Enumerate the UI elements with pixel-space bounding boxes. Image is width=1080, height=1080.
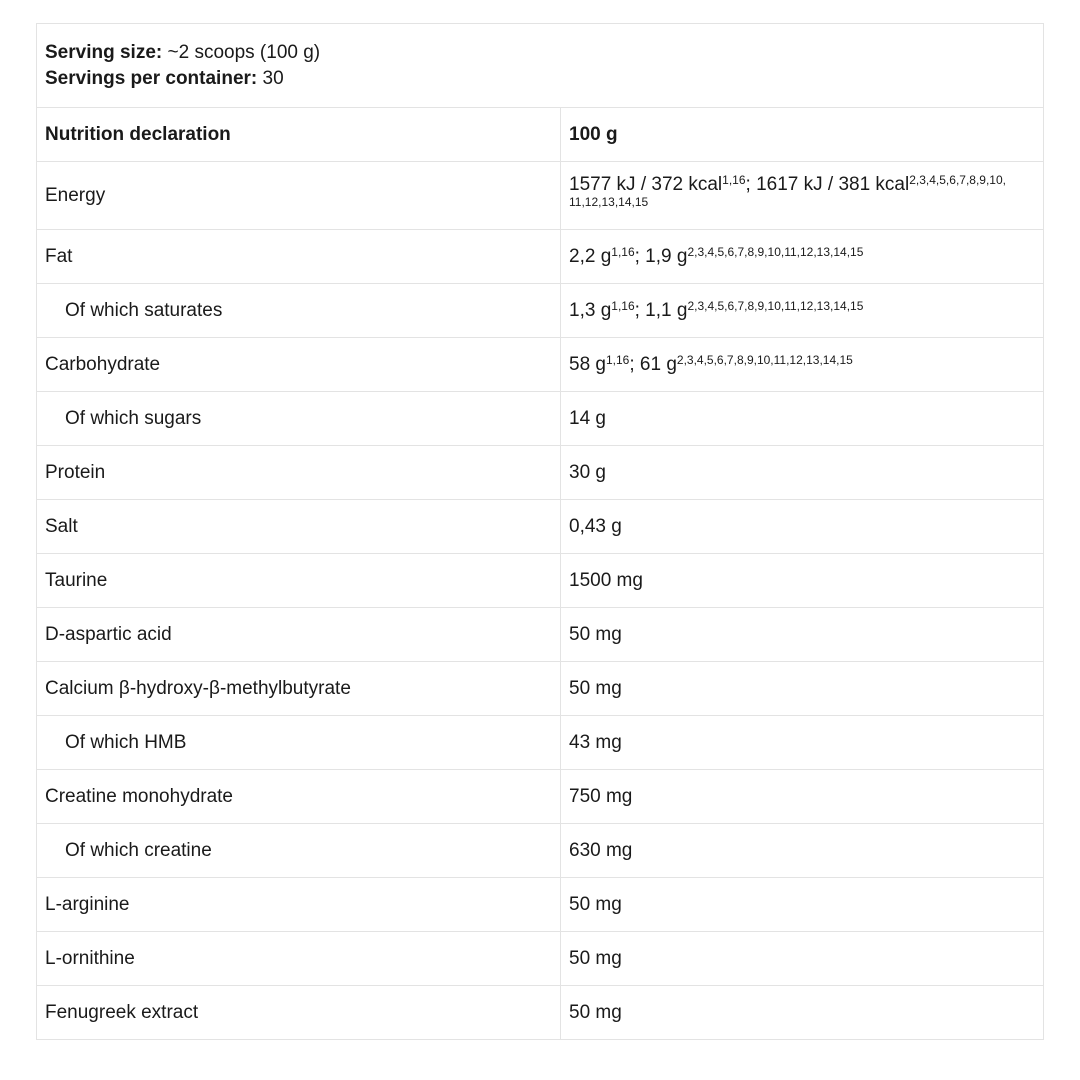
nutrient-label: Carbohydrate xyxy=(37,338,561,392)
table-row xyxy=(37,608,1044,662)
nutrient-label: L-arginine xyxy=(37,878,561,932)
table-row xyxy=(37,338,1044,392)
nutrient-label: Of which HMB xyxy=(37,716,561,770)
table-row xyxy=(37,284,1044,338)
table-header-row xyxy=(37,108,1044,162)
footnote-reference: 1,16 xyxy=(611,244,635,259)
nutrient-label: Of which sugars xyxy=(37,392,561,446)
nutrient-value: 14 g xyxy=(561,392,1044,446)
serving-info-cell xyxy=(37,24,1044,108)
value-text: ; 1,1 g xyxy=(634,299,688,321)
nutrient-value: 1500 mg xyxy=(561,554,1044,608)
value-text: 1577 kJ / 372 kcal xyxy=(569,173,723,195)
nutrition-table xyxy=(36,23,1044,1040)
nutrient-label: Taurine xyxy=(37,554,561,608)
value-text: ; 1617 kJ / 381 kcal xyxy=(745,173,910,195)
header-per-100g: 100 g xyxy=(561,108,1044,162)
nutrient-label: Energy xyxy=(37,162,561,230)
nutrient-value: 50 mg xyxy=(561,662,1044,716)
nutrient-label: Fenugreek extract xyxy=(37,986,561,1040)
nutrient-value: 50 mg xyxy=(561,932,1044,986)
nutrient-value: 630 mg xyxy=(561,824,1044,878)
value-text: 1,3 g xyxy=(569,299,612,321)
serving-size xyxy=(45,40,1035,66)
nutrient-value: 0,43 g xyxy=(561,500,1044,554)
table-row xyxy=(37,770,1044,824)
table-row xyxy=(37,230,1044,284)
nutrient-value: 30 g xyxy=(561,446,1044,500)
footnote-reference: 2,3,4,5,6,7,8,9,10,11,12,13,14,15 xyxy=(687,244,864,259)
value-text: ; 1,9 g xyxy=(634,245,688,267)
nutrient-value: 750 mg xyxy=(561,770,1044,824)
table-row xyxy=(37,392,1044,446)
nutrient-label: Of which saturates xyxy=(37,284,561,338)
table-row xyxy=(37,824,1044,878)
footnote-reference: 1,16 xyxy=(605,352,630,367)
table-row xyxy=(37,932,1044,986)
footnote-reference: 2,3,4,5,6,7,8,9,10,11,12,13,14,15 xyxy=(676,352,853,367)
nutrient-value xyxy=(561,162,1044,230)
nutrient-label: Calcium β-hydroxy-β-methylbutyrate xyxy=(37,662,561,716)
nutrient-value: 50 mg xyxy=(561,878,1044,932)
servings-per-container-label: Servings per container: xyxy=(45,67,258,89)
serving-info-row xyxy=(37,24,1044,108)
nutrient-label: Salt xyxy=(37,500,561,554)
nutrient-value xyxy=(561,338,1044,392)
value-text: 58 g xyxy=(569,353,606,375)
table-row xyxy=(37,716,1044,770)
nutrient-label: L-ornithine xyxy=(37,932,561,986)
footnote-reference: 2,3,4,5,6,7,8,9,10, 11,12,13,14,15 xyxy=(569,172,1006,209)
servings-per-container xyxy=(45,66,1035,92)
footnote-reference: 1,16 xyxy=(722,172,746,187)
serving-size-label: Serving size: xyxy=(45,41,163,63)
footnote-reference: 2,3,4,5,6,7,8,9,10,11,12,13,14,15 xyxy=(687,298,864,313)
header-nutrition-declaration: Nutrition declaration xyxy=(37,108,561,162)
nutrient-label: Of which creatine xyxy=(37,824,561,878)
nutrient-value: 43 mg xyxy=(561,716,1044,770)
value-text: 2,2 g xyxy=(569,245,612,267)
nutrient-value: 50 mg xyxy=(561,986,1044,1040)
table-row xyxy=(37,986,1044,1040)
value-text: ; 61 g xyxy=(629,353,677,375)
nutrition-rows xyxy=(37,162,1044,1040)
table-row xyxy=(37,162,1044,230)
table-row xyxy=(37,500,1044,554)
table-row xyxy=(37,878,1044,932)
nutrient-value xyxy=(561,230,1044,284)
nutrient-value xyxy=(561,284,1044,338)
table-row xyxy=(37,662,1044,716)
nutrient-label: Creatine monohydrate xyxy=(37,770,561,824)
table-row xyxy=(37,554,1044,608)
serving-size-value: ~2 scoops (100 g) xyxy=(162,41,321,63)
nutrient-value: 50 mg xyxy=(561,608,1044,662)
nutrient-label: Protein xyxy=(37,446,561,500)
nutrient-label: D-aspartic acid xyxy=(37,608,561,662)
table-row xyxy=(37,446,1044,500)
nutrient-label: Fat xyxy=(37,230,561,284)
footnote-reference: 1,16 xyxy=(611,298,635,313)
servings-per-container-value: 30 xyxy=(257,67,284,89)
